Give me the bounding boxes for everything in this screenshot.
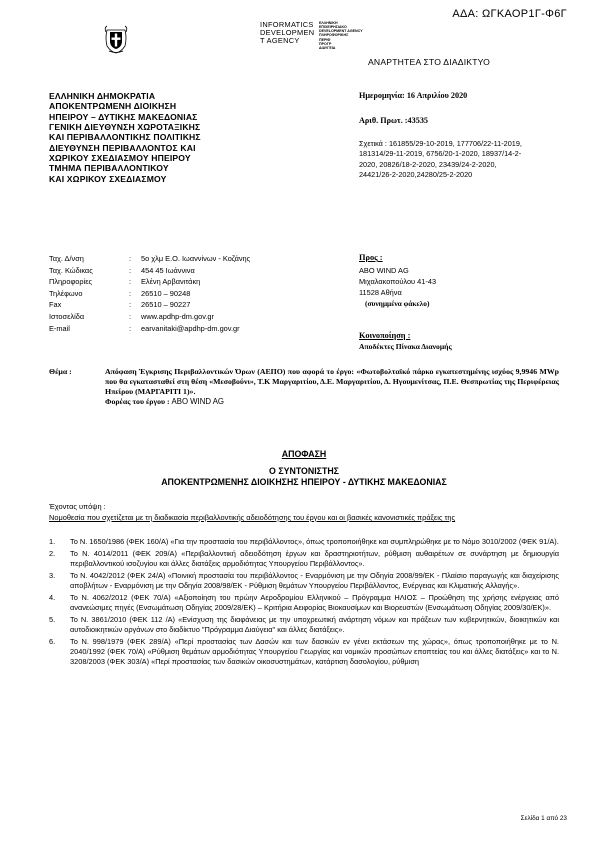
contact-row	[49, 276, 339, 288]
contact-colon: :	[129, 277, 132, 287]
website-link[interactable]: www.apdhp-dm.gov.gr	[141, 312, 214, 322]
authority-line: ΓΕΝΙΚΗ ΔΙΕΥΘΥΝΣΗ ΧΩΡΟΤΑΞΙΚΗΣ	[49, 121, 201, 132]
ada-code: ΑΔΑ: ΩΓΚΑΟΡ1Γ-Φ6Γ	[452, 8, 567, 20]
contact-value: 5ο χλμ Ε.Ο. Ιωαννίνων - Κοζάνης	[141, 254, 251, 264]
logo-small-line: ΕΛΛΗΝΙΚΗ	[319, 21, 338, 25]
project-carrier	[105, 397, 559, 407]
list-item-number: 4.	[49, 592, 56, 602]
list-item-text: Το Ν. 4042/2012 (ΦΕΚ 24/Α) «Ποινική προστασία του περιβάλλοντος - Εναρμόνιση με την Οδηγία 2008/99/ΕΚ - Πλαίσιο παραγωγής και διαχείρισης αποβλήτων - Εναρμόνιση με την Οδηγία 2008/98/ΕΚ - Ρύθμιση θεμάτων Υπουργείου Περιβάλλοντος, Ενέργειας και Κλιματικής Αλλαγής».	[70, 570, 559, 590]
contact-value: 26510 – 90227	[141, 300, 191, 310]
coordinator-line: Ο ΣΥΝΤΟΝΙΣΤΗΣ	[269, 466, 339, 476]
list-item-text: Το Ν. 3861/2010 (ΦΕΚ 112 /Α) «Ενίσχυση της διαφάνειας με την υποχρεωτική ανάρτηση νόμων και πράξεων των κυβερνητικών, διοικητικών και αυτοδιοικητικών οργάνων στο διαδίκτυο "Πρόγραμμα Διαύγεια" και άλλες διατάξεις».	[70, 614, 559, 634]
contact-label: Ταχ. Δ/νση	[49, 254, 84, 264]
legislation-list	[49, 537, 559, 669]
contact-row	[49, 288, 339, 300]
list-item-number: 6.	[49, 636, 56, 646]
contact-colon: :	[129, 288, 132, 298]
page-number: Σελίδα 1 από 23	[520, 815, 567, 822]
list-item	[49, 615, 559, 635]
list-item-number: 1.	[49, 537, 56, 546]
list-item-text: Το Ν. 4062/2012 (ΦΕΚ 70/Α) «Αξιοποίηση του πρώην Αεροδρομίου Ελληνικού – Πρόγραμμα ΗΛΙΟΣ – Προώθηση της χρήσης ενέργειας από ανανεώσιμες πηγές (Ενσωμάτωση Οδηγίας 2009/28/ΕΚ) – Κριτήρια Αειφορίας Βιοκαυσίμων και Βιορευστών (Ενσωμάτωση Οδηγίας 2009/30/ΕΚ)».	[70, 592, 559, 612]
contact-label: Πληροφορίες	[49, 277, 93, 287]
notification-heading: Κοινοποίηση :	[359, 331, 411, 340]
recipient-enclosure: (συνημμένα φάκελο)	[365, 298, 430, 308]
contact-colon: :	[129, 323, 132, 333]
contact-label: Ταχ. Κώδικας	[49, 265, 93, 275]
logo-small-line: ΠΛΗΡΟΦΟΡΙΚΗΣ	[319, 33, 349, 38]
subject-intro: Απόφαση Έγκρισης Περιβαλλοντικών Όρων (ΑΕΠΟ) που αφορά το έργο:	[105, 367, 355, 376]
recipient-heading: Προς :	[359, 253, 383, 262]
contact-colon: :	[129, 300, 132, 310]
contact-row	[49, 265, 339, 277]
contact-row	[49, 311, 339, 323]
date-value: 16 Απριλίου 2020	[406, 91, 468, 100]
authority-line: ΧΩΡΙΚΟΥ ΣΧΕΔΙΑΣΜΟΥ ΗΠΕΙΡΟΥ	[49, 152, 191, 163]
related-documents: Σχετικά : 161855/29-10-2019, 177706/22-11-2019, 181314/29-11-2019, 6756/20-1-2020, 18937/14-2-2020, 20826/18-2-2020, 23439/24-2-2020, 24421/26-2-2020,24280/25-2-2020	[359, 139, 522, 180]
subject-text	[105, 367, 559, 397]
recipient-block	[359, 252, 559, 309]
contact-colon: :	[129, 254, 132, 264]
protocol-value: 43535	[407, 116, 428, 125]
protocol-label: Αριθ. Πρωτ. :	[359, 116, 408, 125]
list-item	[49, 537, 559, 547]
contact-value: 454 45 Ιωάννινα	[141, 265, 195, 275]
subject-block	[49, 367, 559, 407]
carrier-label: Φορέας του έργου :	[105, 396, 170, 406]
subject-project: «Φωτοβολταϊκό πάρκο εγκατεστημένης ισχύος 9,9946 MWp που θα εγκατασταθεί στη θέση «Μεσοβούνι», Τ.Κ Μαργαριτίου, Δ.Ε. Μαργαριτίου, Δ. Ηγουμενίτσας, Π.Ε. Θεσπρωτίας της Περιφέρειας Ηπείρου (ΜΑΡΓΑΡΙΤΙ 1)».	[105, 367, 559, 396]
contact-row	[49, 323, 339, 335]
subject-label: Θέμα :	[49, 367, 72, 376]
authority-line: ΤΜΗΜΑ ΠΕΡΙΒΑΛΛΟΝΤΙΚΟΥ	[49, 163, 169, 174]
list-item	[49, 571, 559, 591]
contact-label: E-mail	[49, 323, 70, 333]
email-link[interactable]: earvanitaki@apdhp-dm.gov.gr	[141, 323, 240, 333]
contact-colon: :	[129, 312, 132, 322]
logo-small-line: ΠΡΟΓΡ	[319, 41, 332, 46]
contact-value: 26510 – 90248	[141, 288, 191, 298]
decision-title: ΑΠΟΦΑΣΗ	[281, 449, 327, 459]
document-date	[359, 91, 559, 102]
contact-value: Ελένη Αρβανιτάκη	[141, 277, 201, 287]
logo-small-line: ΕΠΙΧΕΙΡΗΣΙΑΚΟ	[319, 25, 347, 30]
logo-text-line: DEVELOPMEN	[260, 27, 315, 37]
list-item-text: Το Ν. 998/1979 (ΦΕΚ 289/Α) «Περί προστασίας των Δασών και των δασικών εν γένει εκτάσεων της χώρας», όπως τροποποιήθηκε με το Ν. 2040/1992 (ΦΕΚ 70/Α) «Ρύθμιση θεμάτων αρμοδιότητας Υπουργείου Γεωργίας και νομικών προσώπων εποπτείας του και άλλες διατάξεις» και το Ν. 3208/2003 (ΦΕΚ 303/Α) «Περί προστασίας των δασικών οικοσυστημάτων, κατάρτιση δασολογίου, ρύθμιση	[70, 636, 559, 666]
recipient-line: Μιχαλακοπούλου 41-43	[359, 276, 437, 286]
internet-posting-note: ΑΝΑΡΤΗΤΕΑ ΣΤΟ ΔΙΑΔΙΚΤΥΟ	[368, 57, 490, 67]
notification-value: Αποδέκτες Πίνακα Διανομής	[359, 341, 452, 351]
logo-text-line: INFORMATICS	[260, 20, 314, 29]
contact-label: Fax	[49, 300, 62, 310]
authority-line: ΗΠΕΙΡΟΥ – ΔΥΤΙΚΗΣ ΜΑΚΕΔΟΝΙΑΣ	[49, 111, 198, 122]
notification-block	[359, 331, 559, 351]
coordinator-title	[49, 466, 559, 488]
considering-label: Έχοντας υπόψη :	[49, 502, 106, 511]
informatics-agency-logo	[260, 21, 378, 57]
contact-colon: :	[129, 265, 132, 275]
list-item-number: 2.	[49, 548, 56, 558]
recipient-line: ABO WIND AG	[359, 265, 409, 275]
authority-line: ΚΑΙ ΠΕΡΙΒΑΛΛΟΝΤΙΚΗΣ ΠΟΛΙΤΙΚΗΣ	[49, 132, 201, 143]
list-item-number: 3.	[49, 570, 56, 580]
contact-label: Ιστοσελίδα	[49, 312, 85, 322]
recipient-line: 11528 Αθήνα	[359, 287, 402, 297]
protocol-number	[359, 116, 559, 127]
logo-small-line: ΔΙΑΥΓΕΙΑ	[319, 45, 336, 50]
contact-row	[49, 253, 339, 265]
logo-text-line: T AGENCY	[260, 35, 300, 45]
coordinator-line: ΑΠΟΚΕΝΤΡΩΜΕΝΗΣ ΔΙΟΙΚΗΣΗΣ ΗΠΕΙΡΟΥ - ΔΥΤΙΚΗΣ ΜΑΚΕΔΟΝΙΑΣ	[161, 476, 447, 487]
list-item	[49, 637, 559, 667]
list-item-number: 5.	[49, 614, 56, 624]
legislation-heading: Νομοθεσία που σχετίζεται με τη διαδικασία περιβαλλοντικής αδειοδότησης του έργου και οι βασικές κανονιστικές πράξεις της	[49, 513, 456, 522]
logo-small-line: DEVELOPMENT AGENCY	[319, 29, 363, 34]
contact-label: Τηλέφωνο	[49, 288, 83, 298]
list-item-text: Το Ν. 1650/1986 (ΦΕΚ 160/Α) «Για την προστασία του περιβάλλοντος», όπως τροποποιήθηκε και συμπληρώθηκε με το Νόμο 3010/2002 (ΦΕΚ 91/Α).	[70, 537, 559, 546]
list-item	[49, 593, 559, 613]
contact-info	[49, 253, 339, 334]
authority-line: ΕΛΛΗΝΙΚΗ ΔΗΜΟΚΡΑΤΙΑ	[49, 91, 156, 101]
list-item-text: Το Ν. 4014/2011 (ΦΕΚ 209/Α) «Περιβαλλοντική αδειοδότηση έργων και δραστηριοτήτων, ρύθμιση αυθαιρέτων σε συνάρτηση με δημιουργία περιβαλλοντικού ισοζυγίου και άλλες διατάξεις αρμοδιότητας Υπουργείου Περιβάλλοντος».	[70, 548, 559, 568]
carrier-value: ABO WIND AG	[171, 396, 224, 406]
date-label: Ημερομηνία:	[359, 91, 405, 100]
authority-line: ΚΑΙ ΧΩΡΙΚΟΥ ΣΧΕΔΙΑΣΜΟΥ	[49, 173, 167, 184]
contact-row	[49, 299, 339, 311]
authority-line: ΔΙΕΥΘΥΝΣΗ ΠΕΡΙΒΑΛΛΟΝΤΟΣ ΚΑΙ	[49, 142, 196, 153]
authority-line: ΑΠΟΚΕΝΤΡΩΜΕΝΗ ΔΙΟΙΚΗΣΗ	[49, 101, 177, 112]
issuing-authority	[49, 91, 299, 184]
hellenic-emblem-icon	[103, 24, 129, 54]
list-item	[49, 549, 559, 569]
logo-small-line: ΠΕΡΙΦ	[319, 37, 331, 42]
